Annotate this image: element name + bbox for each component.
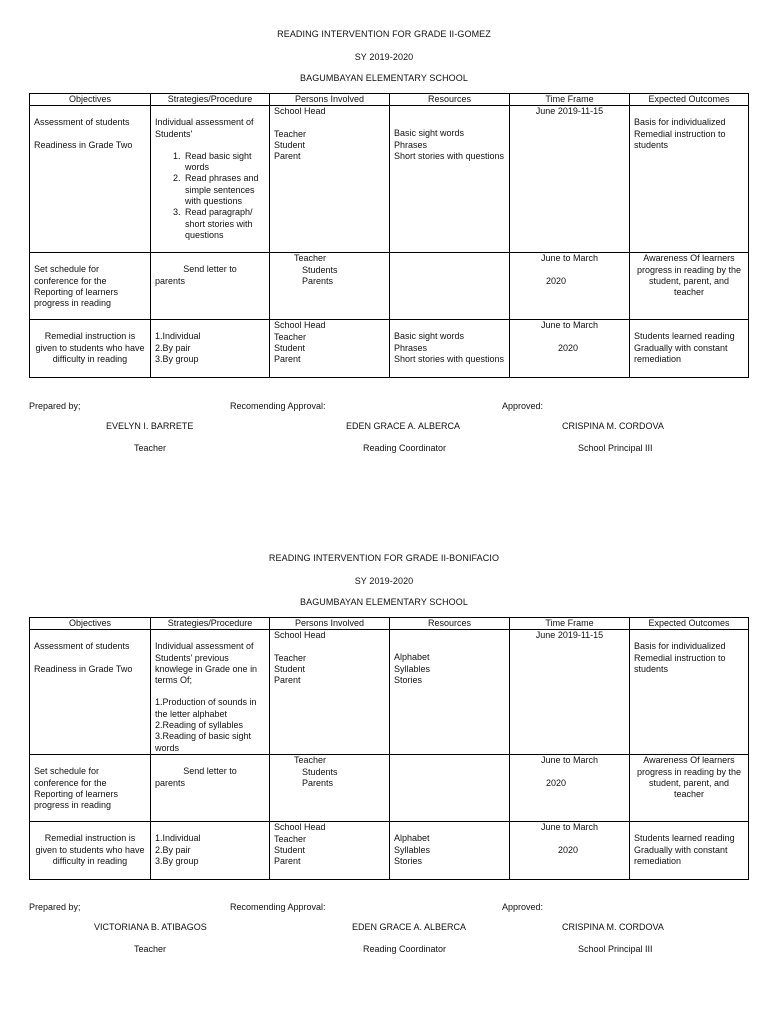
list-item: 3. Read paragraph/ short stories with questions	[183, 207, 265, 241]
col-resources: Resources	[390, 618, 510, 630]
school-year: SY 2019-2020	[354, 576, 414, 586]
resources-cell	[390, 755, 510, 822]
outcome-cell: Basis for individualized Remedial instruction to students	[630, 630, 749, 755]
recommending-role: Reading Coordinator	[363, 443, 447, 453]
persons-cell: School Head Teacher Student Parent	[270, 320, 390, 378]
approved-name: CRISPINA M. CORDOVA	[562, 922, 664, 932]
table-row	[30, 755, 749, 822]
strategy-cell: Individual assessment of Students' 1. Read basic sight words 2. Read phrases and simple sentences with questions 3. Read paragraph/ short stories with questions	[151, 106, 270, 253]
time-cell: June 2019-11-15	[510, 106, 630, 253]
resources-cell: Basic sight words Phrases Short stories with questions	[390, 106, 510, 253]
time-cell: June to March 2020	[510, 755, 630, 822]
list-item: 1. Read basic sight words	[183, 151, 265, 174]
prepared-label: Prepared by;	[29, 401, 81, 411]
persons-cell: School Head Teacher Student Parent	[270, 822, 390, 880]
school-name: BAGUMBAYAN ELEMENTARY SCHOOL	[299, 73, 468, 83]
recommending-label: Recomending Approval:	[230, 902, 326, 912]
time-cell: June to March 2020	[510, 253, 630, 320]
col-objectives: Objectives	[30, 618, 151, 630]
persons-cell: School Head Teacher Student Parent	[270, 106, 390, 253]
resources-cell: Alphabet Syllables Stories	[390, 630, 510, 755]
table-header-row	[30, 94, 749, 106]
col-objectives: Objectives	[30, 94, 151, 106]
objective-cell: Remedial instruction is given to students who have difficulty in reading	[30, 822, 151, 880]
prepared-name: EVELYN I. BARRETE	[106, 421, 194, 431]
resources-cell: Alphabet Syllables Stories	[390, 822, 510, 880]
col-time-frame: Time Frame	[510, 94, 630, 106]
strategy-cell: Send letter to parents	[151, 253, 270, 320]
objective-cell: Assessment of students Readiness in Grade Two	[30, 106, 151, 253]
school-name: BAGUMBAYAN ELEMENTARY SCHOOL	[299, 597, 468, 607]
table-row	[30, 253, 749, 320]
objective-cell: Remedial instruction is given to students who have difficulty in reading	[30, 320, 151, 378]
strategy-cell: 1.Individual 2.By pair 3.By group	[151, 822, 270, 880]
outcome-cell: Students learned reading Gradually with constant remediation	[630, 320, 749, 378]
recommending-label: Recomending Approval:	[230, 401, 326, 411]
list-item: 2.Reading of syllables	[155, 720, 244, 731]
plan-title: READING INTERVENTION FOR GRADE II-GOMEZ	[277, 29, 491, 39]
persons-cell: Teacher Students Parents	[270, 755, 390, 822]
objective-cell: Assessment of students Readiness in Grade Two	[30, 630, 151, 755]
intervention-table	[29, 617, 749, 880]
strategy-list	[155, 151, 265, 241]
table-row	[30, 630, 749, 755]
strategy-cell: Individual assessment of Students' previous knowlege in Grade one in terms Of; 1.Production of sounds in the letter alphabet 2.Reading of syllables 3.Reading of basic sight words	[151, 630, 270, 755]
persons-cell: School Head Teacher Student Parent	[270, 630, 390, 755]
col-persons: Persons Involved	[270, 618, 390, 630]
recommending-name: EDEN GRACE A. ALBERCA	[352, 922, 467, 932]
list-item: 3.Reading of basic sight words	[155, 731, 252, 753]
list-item: 2. Read phrases and simple sentences with questions	[183, 173, 265, 207]
approved-label: Approved:	[502, 401, 544, 411]
col-outcomes: Expected Outcomes	[630, 94, 749, 106]
col-persons: Persons Involved	[270, 94, 390, 106]
col-strategies: Strategies/Procedure	[151, 94, 270, 106]
prepared-role: Teacher	[134, 443, 167, 453]
strategy-cell: 1.Individual 2.By pair 3.By group	[151, 320, 270, 378]
persons-cell: Teacher Students Parents	[270, 253, 390, 320]
time-cell: June to March 2020	[510, 320, 630, 378]
outcome-cell: Awareness Of learners progress in reading by the student, parent, and teacher	[630, 253, 749, 320]
table-header-row	[30, 618, 749, 630]
objective-cell: Set schedule for conference for the Reporting of learners progress in reading	[30, 755, 151, 822]
table-row	[30, 822, 749, 880]
table-row	[30, 106, 749, 253]
strategy-cell: Send letter to parents	[151, 755, 270, 822]
intervention-table	[29, 93, 749, 378]
recommending-role: Reading Coordinator	[363, 944, 447, 954]
prepared-role: Teacher	[134, 944, 167, 954]
approved-label: Approved:	[502, 902, 544, 912]
approved-role: School Principal III	[578, 944, 653, 954]
prepared-name: VICTORIANA B. ATIBAGOS	[94, 922, 207, 932]
col-strategies: Strategies/Procedure	[151, 618, 270, 630]
objective-cell: Set schedule for conference for the Reporting of learners progress in reading	[30, 253, 151, 320]
col-outcomes: Expected Outcomes	[630, 618, 749, 630]
col-time-frame: Time Frame	[510, 618, 630, 630]
outcome-cell: Basis for individualized Remedial instruction to students	[630, 106, 749, 253]
plan-title: READING INTERVENTION FOR GRADE II-BONIFACIO	[268, 553, 500, 563]
approved-name: CRISPINA M. CORDOVA	[562, 421, 664, 431]
time-cell: June to March 2020	[510, 822, 630, 880]
list-item: 1.Production of sounds in the letter alphabet	[155, 697, 257, 719]
school-year: SY 2019-2020	[354, 52, 414, 62]
col-resources: Resources	[390, 94, 510, 106]
approved-role: School Principal III	[578, 443, 653, 453]
outcome-cell: Students learned reading Gradually with constant remediation	[630, 822, 749, 880]
resources-cell: Basic sight words Phrases Short stories with questions	[390, 320, 510, 378]
outcome-cell: Awareness Of learners progress in reading by the student, parent, and teacher	[630, 755, 749, 822]
resources-cell	[390, 253, 510, 320]
table-row	[30, 320, 749, 378]
time-cell: June 2019-11-15	[510, 630, 630, 755]
prepared-label: Prepared by;	[29, 902, 81, 912]
recommending-name: EDEN GRACE A. ALBERCA	[346, 421, 461, 431]
